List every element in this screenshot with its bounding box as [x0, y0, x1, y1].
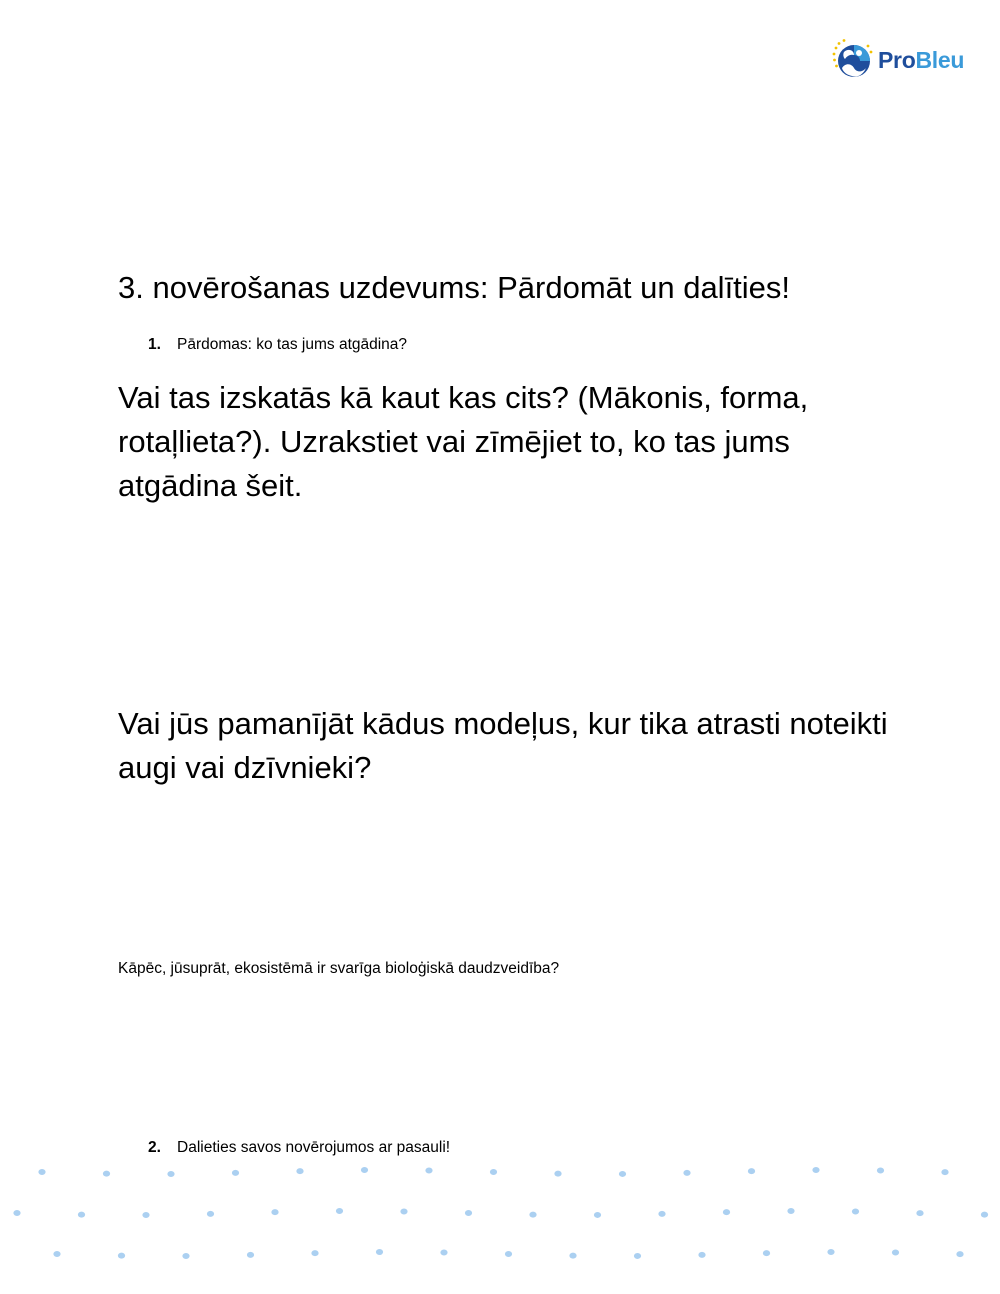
- decor-dot: [167, 1171, 174, 1177]
- decor-dot: [529, 1212, 536, 1218]
- decor-dot: [232, 1170, 239, 1176]
- decor-dot: [827, 1249, 834, 1255]
- dotted-wave-pattern: [0, 1150, 1000, 1270]
- decor-dot: [594, 1212, 601, 1218]
- decor-dot: [892, 1249, 899, 1255]
- list-item-number: 1.: [148, 336, 161, 353]
- decor-dot: [271, 1209, 278, 1215]
- decor-dot: [941, 1169, 948, 1175]
- list-item-text: Pārdomas: ko tas jums atgādina?: [177, 336, 408, 353]
- decor-dot: [376, 1249, 383, 1255]
- decor-dot: [142, 1212, 149, 1218]
- logo-text-pro: Pro: [878, 46, 916, 73]
- decor-dot: [400, 1208, 407, 1214]
- probleu-logo-icon: [830, 38, 874, 82]
- list-item-1: [148, 335, 407, 355]
- decor-dot: [247, 1252, 254, 1258]
- decor-dot: [981, 1212, 988, 1218]
- decor-dot: [634, 1253, 641, 1259]
- question-patterns: Vai jūs pamanījāt kādus modeļus, kur tika atrasti noteikti augi vai dzīvnieki?: [118, 706, 888, 785]
- decor-dot: [554, 1171, 561, 1177]
- decor-dot: [78, 1212, 85, 1218]
- decor-dot: [440, 1249, 447, 1255]
- list-item-number: 2.: [148, 1139, 161, 1156]
- decor-dot: [698, 1252, 705, 1258]
- decor-dot: [425, 1167, 432, 1173]
- decor-dot: [207, 1211, 214, 1217]
- decor-dot: [956, 1251, 963, 1257]
- decor-dot: [812, 1167, 819, 1173]
- list-item-text: Dalieties savos novērojumos ar pasauli!: [177, 1139, 451, 1156]
- probleu-logo-text: [878, 46, 965, 73]
- decor-dot: [916, 1210, 923, 1216]
- decor-dot: [787, 1208, 794, 1214]
- question-reminds-of: Vai tas izskatās kā kaut kas cits? (Mākonis, forma, rotaļlieta?). Uzrakstiet vai zīmējiet to, ko tas jums atgādina šeit.: [118, 380, 809, 503]
- decor-dot: [336, 1208, 343, 1214]
- decor-dot: [852, 1208, 859, 1214]
- logo-text-bleu: Bleu: [915, 46, 965, 73]
- decor-dot: [53, 1251, 60, 1257]
- decor-dot: [465, 1210, 472, 1216]
- page-title: 3. novērošanas uzdevums: Pārdomāt un dalīties!: [118, 270, 791, 305]
- decor-dot: [118, 1253, 125, 1259]
- question-biodiversity: Kāpēc, jūsuprāt, ekosistēmā ir svarīga bioloģiskā daudzveidība?: [118, 960, 560, 977]
- decor-dot: [490, 1169, 497, 1175]
- decor-dot: [103, 1171, 110, 1177]
- decor-dot: [748, 1168, 755, 1174]
- decor-dot: [38, 1169, 45, 1175]
- decor-dot: [182, 1253, 189, 1259]
- decor-dot: [877, 1167, 884, 1173]
- decor-dot: [723, 1209, 730, 1215]
- probleu-logo: [830, 38, 980, 82]
- decor-dot: [683, 1170, 690, 1176]
- decor-dot: [569, 1253, 576, 1259]
- decor-dot: [311, 1250, 318, 1256]
- decor-dot: [619, 1171, 626, 1177]
- decor-dot: [361, 1167, 368, 1173]
- decor-dot: [658, 1211, 665, 1217]
- decor-dot: [505, 1251, 512, 1257]
- decor-dot: [763, 1250, 770, 1256]
- decor-dot: [13, 1210, 20, 1216]
- decor-dot: [296, 1168, 303, 1174]
